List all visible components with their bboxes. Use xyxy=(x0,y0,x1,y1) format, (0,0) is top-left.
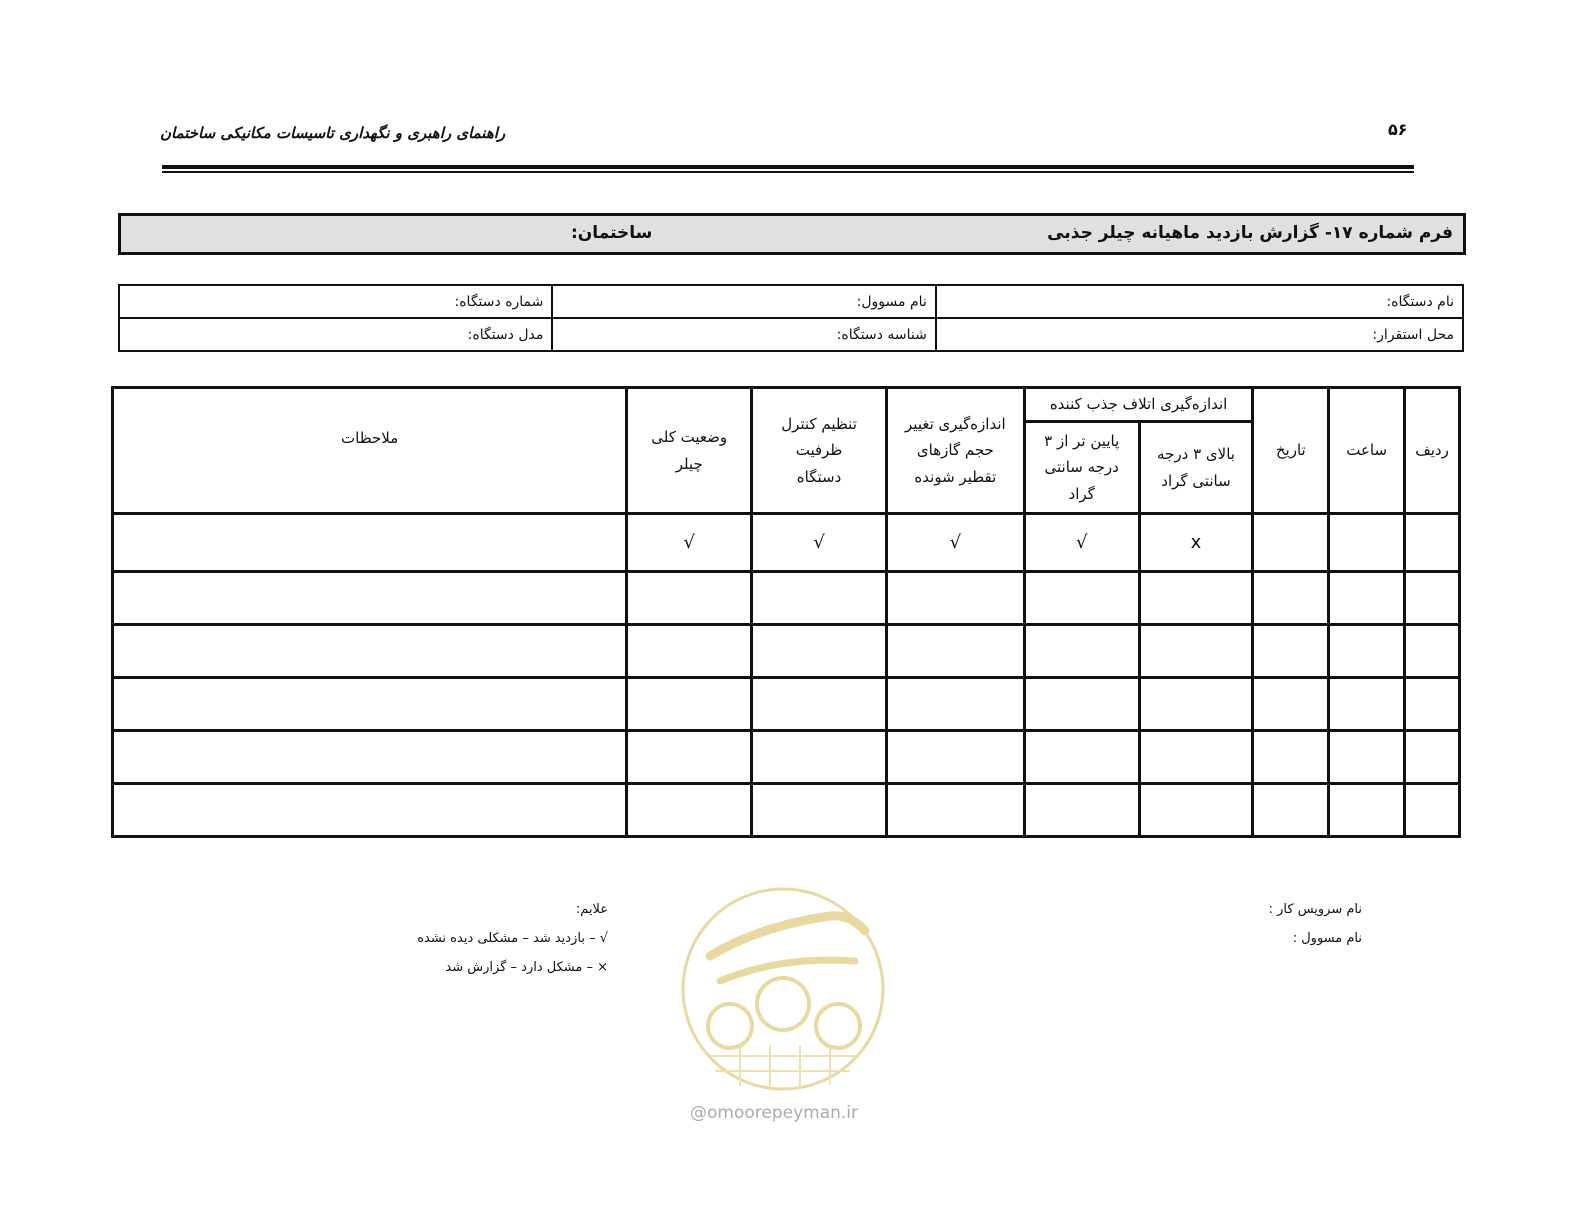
cell-below-3c[interactable] xyxy=(1024,572,1139,625)
cell-noncondensable[interactable] xyxy=(886,572,1024,625)
cell-notes[interactable] xyxy=(113,731,627,784)
cell-noncondensable[interactable] xyxy=(886,678,1024,731)
cell-chiller-status[interactable] xyxy=(627,572,752,625)
table-row xyxy=(113,514,1460,572)
header-above-3c: بالای ۳ درجه سانتی گراد xyxy=(1139,422,1253,514)
cell-above-3c[interactable] xyxy=(1139,678,1253,731)
location-field[interactable]: محل استقرار: xyxy=(936,318,1463,351)
table-row xyxy=(113,625,1460,678)
header-rule xyxy=(162,165,1414,169)
header-time: ساعت xyxy=(1329,388,1405,514)
document-header-title: راهنمای راهبری و نگهداری تاسیسات مکانیکی ساختمان xyxy=(160,124,506,142)
cell-date[interactable] xyxy=(1253,625,1329,678)
table-row xyxy=(113,731,1460,784)
cell-row-number[interactable] xyxy=(1405,731,1460,784)
cell-below-3c[interactable] xyxy=(1024,731,1139,784)
cell-below-3c[interactable] xyxy=(1024,678,1139,731)
cell-date[interactable] xyxy=(1253,784,1329,837)
legend-title: علایم: xyxy=(575,902,608,917)
cell-noncondensable[interactable] xyxy=(886,625,1024,678)
cell-time[interactable] xyxy=(1329,678,1405,731)
header-absorber-loss: اندازه‌گیری اتلاف جذب کننده xyxy=(1024,388,1253,422)
cell-noncondensable[interactable] xyxy=(886,784,1024,837)
legend-check: √ – بازدید شد – مشکلی دیده نشده xyxy=(417,931,608,946)
cell-above-3c[interactable]: x xyxy=(1139,514,1253,572)
table-row xyxy=(113,572,1460,625)
cell-notes[interactable] xyxy=(113,514,627,572)
cell-notes[interactable] xyxy=(113,572,627,625)
cell-capacity-control[interactable] xyxy=(752,784,887,837)
legend xyxy=(417,895,608,982)
device-model-field[interactable]: مدل دستگاه: xyxy=(119,318,552,351)
form-title: فرم شماره ۱۷- گزارش بازدید ماهیانه چیلر جذبی xyxy=(1047,223,1453,243)
cell-noncondensable[interactable]: √ xyxy=(886,514,1024,572)
device-info-table xyxy=(118,284,1464,352)
cell-below-3c[interactable] xyxy=(1024,784,1139,837)
cell-chiller-status[interactable] xyxy=(627,731,752,784)
cell-above-3c[interactable] xyxy=(1139,625,1253,678)
device-id-field[interactable]: شناسه دستگاه: xyxy=(552,318,935,351)
header-below-3c: پایین تر از ۳ درجه سانتی گراد xyxy=(1024,422,1139,514)
cell-capacity-control[interactable]: √ xyxy=(752,514,887,572)
cell-row-number[interactable] xyxy=(1405,625,1460,678)
cell-time[interactable] xyxy=(1329,514,1405,572)
cell-chiller-status[interactable] xyxy=(627,678,752,731)
table-row xyxy=(113,784,1460,837)
device-name-field[interactable]: نام دستگاه: xyxy=(936,285,1463,318)
cell-time[interactable] xyxy=(1329,784,1405,837)
cell-above-3c[interactable] xyxy=(1139,731,1253,784)
cell-chiller-status[interactable]: √ xyxy=(627,514,752,572)
cell-notes[interactable] xyxy=(113,678,627,731)
cell-capacity-control[interactable] xyxy=(752,625,887,678)
signature-block xyxy=(1269,895,1362,953)
cell-notes[interactable] xyxy=(113,784,627,837)
cell-below-3c[interactable] xyxy=(1024,625,1139,678)
table-row xyxy=(113,678,1460,731)
header-row-number: ردیف xyxy=(1405,388,1460,514)
cell-above-3c[interactable] xyxy=(1139,572,1253,625)
header-date: تاریخ xyxy=(1253,388,1329,514)
service-technician-label: نام سرویس کار : xyxy=(1268,902,1362,917)
cell-capacity-control[interactable] xyxy=(752,731,887,784)
header-chiller-status: وضعیت کلی چیلر xyxy=(627,388,752,514)
header-noncondensable: اندازه‌گیری تغییر حجم گازهای تقطیر شونده xyxy=(886,388,1024,514)
cell-date[interactable] xyxy=(1253,572,1329,625)
cell-row-number[interactable] xyxy=(1405,572,1460,625)
cell-above-3c[interactable] xyxy=(1139,784,1253,837)
cell-chiller-status[interactable] xyxy=(627,625,752,678)
cell-row-number[interactable] xyxy=(1405,678,1460,731)
cell-notes[interactable] xyxy=(113,625,627,678)
page-number: ۵۶ xyxy=(1388,120,1408,139)
header-capacity-control: تنظیم کنترل ظرفیت دستگاه xyxy=(752,388,887,514)
cell-date[interactable] xyxy=(1253,514,1329,572)
form-title-box xyxy=(118,213,1466,255)
cell-capacity-control[interactable] xyxy=(752,572,887,625)
building-label: ساختمان: xyxy=(571,223,653,243)
cell-time[interactable] xyxy=(1329,731,1405,784)
cell-below-3c[interactable]: √ xyxy=(1024,514,1139,572)
cell-capacity-control[interactable] xyxy=(752,678,887,731)
responsible-label: نام مسوول : xyxy=(1292,931,1362,946)
watermark-logo-icon xyxy=(680,886,886,1092)
header-rule-thin xyxy=(162,171,1414,173)
legend-cross: × – مشکل دارد – گزارش شد xyxy=(445,960,608,975)
cell-time[interactable] xyxy=(1329,625,1405,678)
cell-date[interactable] xyxy=(1253,678,1329,731)
inspection-table xyxy=(111,386,1461,838)
header-notes: ملاحظات xyxy=(113,388,627,514)
watermark-url: @omoorepeyman.ir xyxy=(690,1103,859,1123)
responsible-name-field[interactable]: نام مسوول: xyxy=(552,285,935,318)
cell-row-number[interactable] xyxy=(1405,784,1460,837)
device-number-field[interactable]: شماره دستگاه: xyxy=(119,285,552,318)
cell-chiller-status[interactable] xyxy=(627,784,752,837)
cell-noncondensable[interactable] xyxy=(886,731,1024,784)
cell-row-number[interactable] xyxy=(1405,514,1460,572)
cell-date[interactable] xyxy=(1253,731,1329,784)
cell-time[interactable] xyxy=(1329,572,1405,625)
